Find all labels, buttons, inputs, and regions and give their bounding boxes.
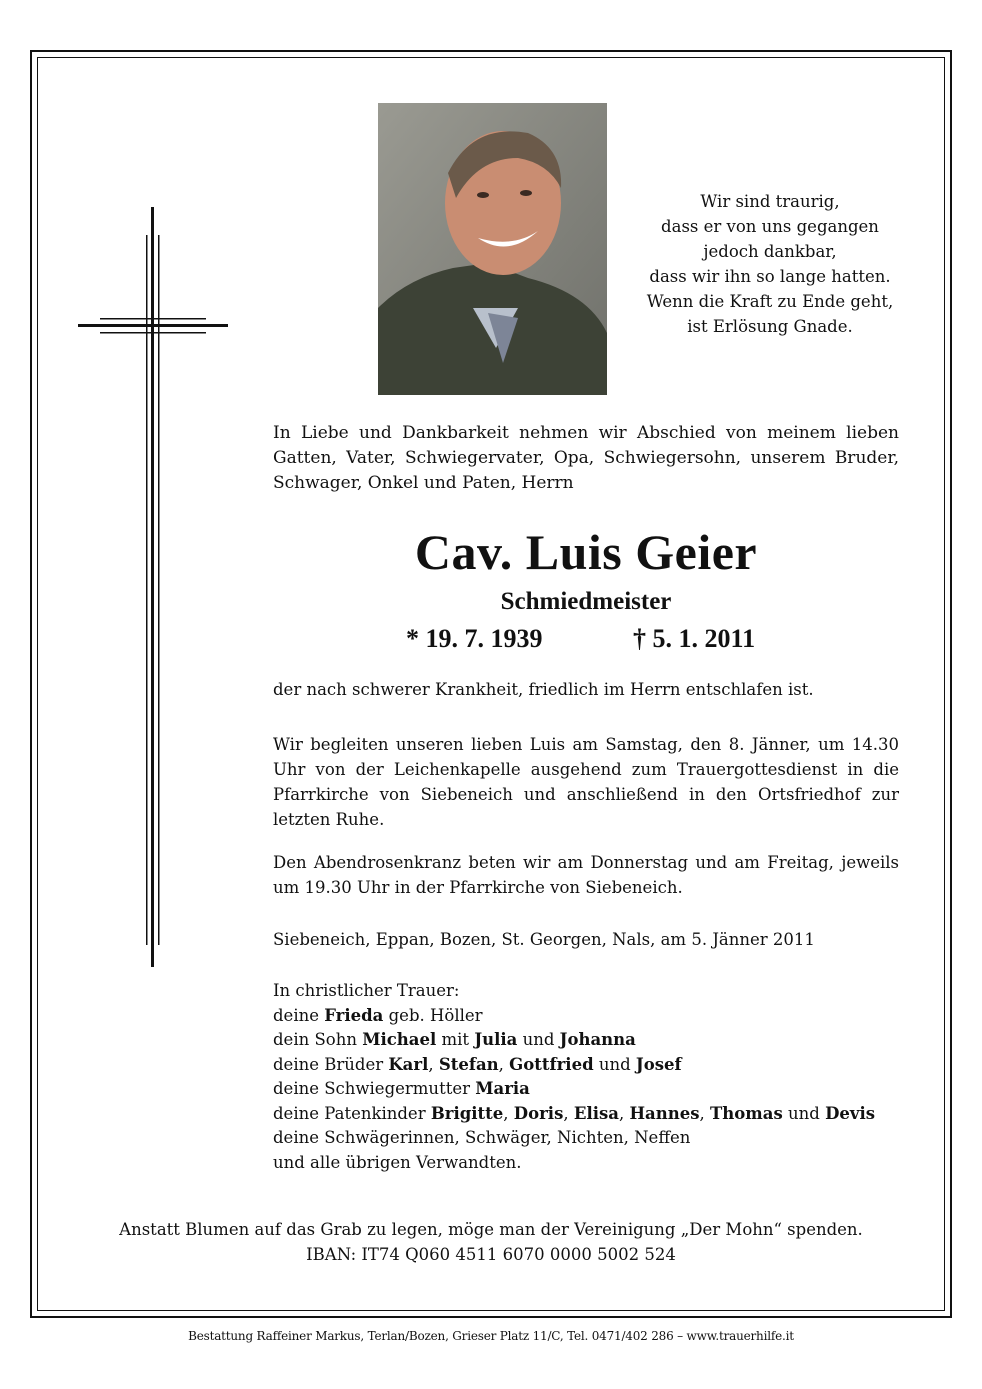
mourner-row: [273, 1126, 913, 1151]
mourner-name: Gottfried: [509, 1054, 594, 1074]
funeral-line: letzten Ruhe.: [273, 810, 385, 829]
mourner-text: ,: [618, 1103, 630, 1123]
mourner-rows: [273, 1004, 913, 1176]
mourner-name: Elisa: [573, 1103, 619, 1123]
intro-line: Schwager, Onkel und Paten, Herrn: [273, 473, 574, 493]
mourner-text: und: [593, 1054, 636, 1074]
mourner-row: [273, 1053, 913, 1078]
mourner-name: Johanna: [559, 1030, 636, 1049]
mourner-text: dein Sohn: [273, 1030, 363, 1049]
death-date: † 5. 1. 2011: [633, 624, 756, 653]
donation-line: Anstatt Blumen auf das Grab zu legen, möge man der Vereinigung „Der Mohn“ spenden.: [119, 1220, 863, 1239]
mourner-name: Hannes: [629, 1103, 700, 1123]
mourner-text: ,: [563, 1103, 574, 1123]
intro-line: Gatten, Vater, Schwiegervater, Opa, Schwiegersohn, unserem Bruder,: [273, 448, 899, 468]
mourner-row: [273, 1028, 913, 1053]
cross-icon: [78, 207, 228, 967]
mourner-name: Frieda: [324, 1005, 384, 1025]
portrait-photo: [378, 103, 607, 395]
funeral-line: Uhr von der Leichenkapelle ausgehend zum Trauergottesdienst in die: [273, 760, 899, 779]
mourner-text: deine Schwiegermutter: [273, 1079, 476, 1098]
portrait-image: [378, 103, 607, 395]
mourner-text: mit: [436, 1030, 475, 1049]
poem-line: dass wir ihn so lange hatten.: [649, 267, 891, 286]
mourner-name: Karl: [388, 1054, 429, 1074]
mourner-row: [273, 1151, 913, 1176]
mourner-text: deine Schwägerinnen, Schwäger, Nichten, Neffen: [273, 1128, 691, 1147]
mourner-name: Stefan: [438, 1054, 499, 1074]
rosary-paragraph: [273, 850, 899, 900]
funeral-line: Pfarrkirche von Siebeneich und anschließend in den Ortsfriedhof zur: [273, 785, 899, 804]
mourner-text: geb. Höller: [383, 1005, 483, 1025]
poem: [628, 189, 912, 339]
deceased-occupation: Schmiedmeister: [500, 588, 672, 615]
place-date: Siebeneich, Eppan, Bozen, St. Georgen, Nals, am 5. Jänner 2011: [273, 930, 815, 949]
funeral-home-footer: Bestattung Raffeiner Markus, Terlan/Bozen, Grieser Platz 11/C, Tel. 0471/402 286 – www.trauerhilfe.it: [188, 1329, 794, 1343]
rosary-line: Den Abendrosenkranz beten wir am Donnerstag und am Freitag, jeweils: [273, 853, 899, 872]
deceased-name: Cav. Luis Geier: [414, 524, 758, 580]
mourner-name: Brigitte: [430, 1103, 504, 1123]
birth-date: * 19. 7. 1939: [406, 624, 543, 653]
poem-line: Wenn die Kraft zu Ende geht,: [646, 292, 894, 311]
mourner-text: ,: [503, 1103, 514, 1123]
rosary-line: um 19.30 Uhr in der Pfarrkirche von Siebeneich.: [273, 878, 683, 897]
mourner-text: deine Patenkinder: [273, 1103, 431, 1123]
mourner-name: Josef: [635, 1054, 682, 1074]
donation-note: [60, 1217, 922, 1267]
mourner-name: Maria: [475, 1079, 530, 1098]
mourner-text: und: [517, 1030, 560, 1049]
mourner-text: deine: [273, 1005, 325, 1025]
funeral-paragraph: [273, 732, 899, 832]
mourner-text: ,: [699, 1103, 711, 1123]
mourner-name: Doris: [513, 1103, 564, 1123]
poem-line: Wir sind traurig,: [700, 192, 840, 211]
intro-line: In Liebe und Dankbarkeit nehmen wir Abschied von meinem lieben: [273, 423, 899, 443]
mourner-row: [273, 1077, 913, 1102]
poem-line: jedoch dankbar,: [703, 242, 837, 261]
mourner-name: Devis: [825, 1103, 876, 1123]
passing-sentence: der nach schwerer Krankheit, friedlich im Herrn entschlafen ist.: [273, 680, 814, 699]
intro-paragraph: [273, 421, 899, 496]
mourner-name: Julia: [474, 1030, 518, 1049]
mourner-text: und: [782, 1103, 826, 1123]
funeral-line: Wir begleiten unseren lieben Luis am Samstag, den 8. Jänner, um 14.30: [273, 735, 899, 754]
poem-line: ist Erlösung Gnade.: [687, 317, 853, 336]
mourner-text: ,: [498, 1054, 510, 1074]
mourner-row: [273, 1102, 913, 1127]
mourner-row: [273, 1004, 913, 1029]
mourner-name: Michael: [362, 1030, 437, 1049]
mourner-text: und alle übrigen Verwandten.: [273, 1152, 522, 1172]
mourners-list: [273, 979, 913, 1175]
mourners-heading: In christlicher Trauer:: [273, 981, 460, 1000]
donation-iban: IBAN: IT74 Q060 4511 6070 0000 5002 524: [306, 1245, 676, 1264]
mourner-text: deine Brüder: [273, 1054, 389, 1074]
poem-line: dass er von uns gegangen: [661, 217, 879, 236]
mourner-name: Thomas: [710, 1103, 783, 1123]
mourner-text: ,: [428, 1054, 439, 1074]
